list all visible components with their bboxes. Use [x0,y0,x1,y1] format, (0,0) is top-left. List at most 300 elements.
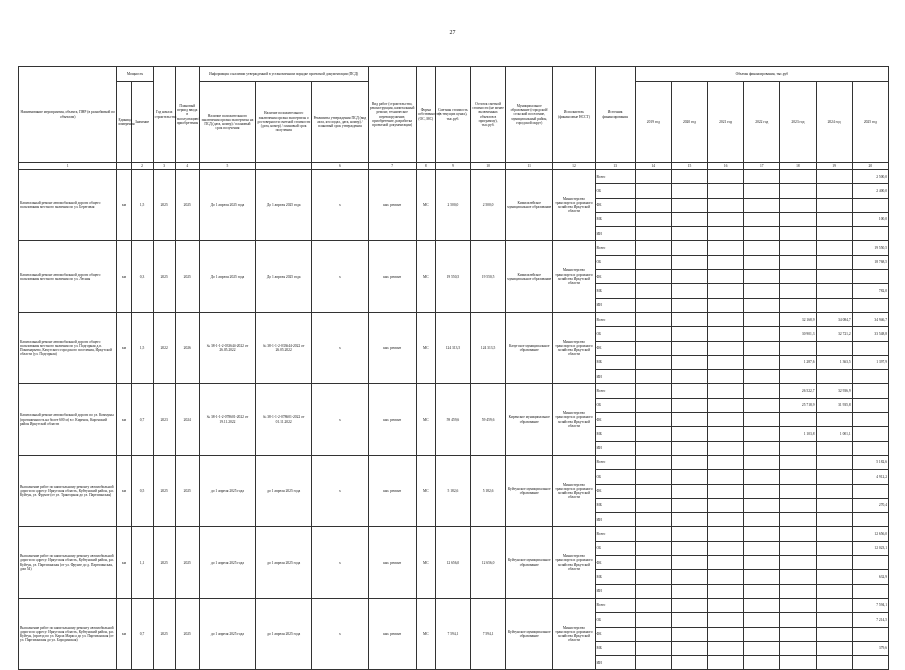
funding-source-cell: ОБ [595,255,635,269]
year-2022-cell [744,341,780,355]
year-2022-cell [744,241,780,255]
year-2021-cell [708,570,744,584]
year-2025-cell: 632,9 [852,570,888,584]
year-2019-cell [635,241,671,255]
year-2021-cell [708,212,744,226]
year-2022-cell [744,556,780,570]
year-2025-cell: 19 550,5 [852,241,888,255]
funding-source-cell: Всего [595,312,635,326]
end-year-cell: 2026 [175,312,199,383]
funding-source-cell: Всего [595,170,635,184]
year-2021-cell [708,241,744,255]
estimate-cell: № 38-1-1-2-078601-2022 от 01.11.2022 [256,384,312,455]
year-2020-cell [671,598,707,612]
funding-source-cell: ИИ [595,370,635,384]
estimated-cost-cell: 19 550,5 [435,241,470,312]
year-2019-cell [635,255,671,269]
funding-source-cell: Всего [595,384,635,398]
table-row [19,598,889,612]
approval-cell: х [312,384,368,455]
expertise-cell: До 1 апреля 2025 года [199,170,255,241]
year-2019-cell [635,627,671,641]
estimate-cell: До 1 апреля 2025 года [256,241,312,312]
table-row [19,527,889,541]
year-2020-cell [671,298,707,312]
column-number: 8 [416,163,435,170]
header-start-year: Год начала строительства [153,67,175,163]
year-2020-cell [671,641,707,655]
approval-cell: х [312,312,368,383]
year-2024-cell [816,441,852,455]
year-2023-cell [780,613,816,627]
funding-source-cell: ОБ [595,327,635,341]
year-2022-cell [744,470,780,484]
year-2020-cell [671,341,707,355]
year-2023-cell: 30 901,3 [780,327,816,341]
year-2022-cell [744,255,780,269]
year-2023-cell [780,570,816,584]
year-2021-cell [708,484,744,498]
year-2023-cell [780,270,816,284]
year-2024-cell [816,584,852,598]
year-2021-cell [708,584,744,598]
year-2020-cell [671,198,707,212]
year-2020-cell [671,327,707,341]
year-2022-cell [744,227,780,241]
year-2022-cell [744,298,780,312]
year-2024-cell [816,184,852,198]
unit-cell: км [117,170,131,241]
funding-source-cell: ИИ [595,656,635,670]
year-2023-cell [780,241,816,255]
year-2022-cell [744,270,780,284]
start-year-cell: 2022 [153,312,175,383]
remaining-cost-cell: 5 182,6 [471,455,506,526]
approval-cell: х [312,170,368,241]
program-table [18,66,889,670]
year-2019-cell [635,212,671,226]
start-year-cell: 2023 [153,384,175,455]
year-2024-cell [816,227,852,241]
funding-source-cell: ИИ [595,298,635,312]
year-2024-cell [816,255,852,269]
year-2019-cell [635,513,671,527]
year-2024-cell [816,298,852,312]
year-2022-cell [744,284,780,298]
year-2025-cell: 2 500,0 [852,170,888,184]
work-type-cell: кап. ремонт [368,241,416,312]
header-unit: Единица измерения [117,82,131,163]
year-2023-cell: 32 168,9 [780,312,816,326]
funding-source-cell: МБ [595,570,635,584]
executor-cell: Министерство транспорта и дорожного хозяйства Иркутской области [553,241,595,312]
funding-source-cell: ОБ [595,613,635,627]
year-2022-cell [744,527,780,541]
estimated-cost-cell: 2 500,0 [435,170,470,241]
unit-cell: км [117,527,131,598]
year-2022-cell [744,656,780,670]
column-number: 15 [671,163,707,170]
year-2019-cell [635,427,671,441]
year-2025-cell: 379,6 [852,641,888,655]
year-2025-cell [852,556,888,570]
ownership-cell: МС [416,241,435,312]
year-2023-cell [780,541,816,555]
year-2021-cell [708,170,744,184]
header-year: 2021 год [708,82,744,163]
estimated-cost-cell: 124 313,5 [435,312,470,383]
ownership-cell: МС [416,384,435,455]
year-2025-cell: 12 023,1 [852,541,888,555]
year-2024-cell [816,170,852,184]
year-2024-cell [816,556,852,570]
header-ownership: Форма собственности (ОС, МС) [416,67,435,163]
year-2020-cell [671,656,707,670]
year-2020-cell [671,470,707,484]
executor-cell: Министерство транспорта и дорожного хозяйства Иркутской области [553,598,595,669]
column-number: 14 [635,163,671,170]
year-2019-cell [635,341,671,355]
year-2023-cell [780,370,816,384]
work-type-cell: кап. ремонт [368,527,416,598]
year-2023-cell [780,484,816,498]
funding-source-cell: Всего [595,598,635,612]
value-cell: 0,5 [131,455,153,526]
year-2019-cell [635,370,671,384]
year-2020-cell [671,384,707,398]
funding-source-cell: МБ [595,284,635,298]
year-2021-cell [708,341,744,355]
funding-source-cell: МБ [595,212,635,226]
municipality-cell: Кимильтейское муниципальное образование [506,170,553,241]
value-cell: 0,7 [131,598,153,669]
column-number: 4 [175,163,199,170]
year-2023-cell [780,184,816,198]
object-name: Капитальный ремонт автомобильной дороги по ул. Коммуны (протяженность на более 600 м) в г. Киренск, Киренский район Иркутской области [19,384,117,455]
year-2025-cell [852,584,888,598]
year-2021-cell [708,384,744,398]
end-year-cell: 2025 [175,527,199,598]
year-2022-cell [744,170,780,184]
year-2025-cell [852,384,888,398]
funding-source-cell: ФБ [595,270,635,284]
year-2023-cell [780,498,816,512]
header-executor: Исполнитель (финансовые НССТ) [553,67,595,163]
year-2021-cell [708,355,744,369]
year-2019-cell [635,470,671,484]
municipality-cell: Киренское муниципальное образование [506,384,553,455]
value-cell: 1,1 [131,527,153,598]
ownership-cell: МС [416,312,435,383]
year-2019-cell [635,198,671,212]
year-2022-cell [744,184,780,198]
ownership-cell: МС [416,455,435,526]
table-row [19,241,889,255]
end-year-cell: 2025 [175,455,199,526]
header-expertise: Наличие положительного заключения органа экспертизы на ПСД (дата, номер) / плановый срок получения [199,82,255,163]
year-2020-cell [671,427,707,441]
column-number: 6 [312,163,368,170]
year-2021-cell [708,598,744,612]
estimated-cost-cell: 12 656,0 [435,527,470,598]
year-2022-cell [744,355,780,369]
approval-cell: х [312,241,368,312]
year-2019-cell [635,441,671,455]
column-number-row [19,163,889,170]
estimate-cell: до 1 апреля 2025 года [256,527,312,598]
funding-source-cell: ИИ [595,441,635,455]
work-type-cell: кап. ремонт [368,598,416,669]
expertise-cell: до 1 апреля 2025 года [199,598,255,669]
year-2021-cell [708,656,744,670]
year-2020-cell [671,284,707,298]
header-approval: Реквизиты утверждения ПСД (вид акта, кто издал, дата, номер) / плановый срок утверждения [312,82,368,163]
year-2021-cell [708,198,744,212]
value-cell: 1,5 [131,312,153,383]
year-2023-cell [780,598,816,612]
funding-source-cell: Всего [595,241,635,255]
header-name: Наименование мероприятия, объекта, ПНР (в разнобивкой по объектам) [19,67,117,163]
year-2020-cell [671,270,707,284]
header-funding: Объемы финансирования, тыс.руб [635,67,888,82]
year-2024-cell [816,270,852,284]
year-2025-cell [852,370,888,384]
header-capacity: Мощность [117,67,153,82]
year-2024-cell [816,212,852,226]
year-2023-cell: 26 522,7 [780,384,816,398]
remaining-cost-cell: 124 313,5 [471,312,506,383]
header-year: 2024 год [816,82,852,163]
year-2024-cell [816,413,852,427]
year-2019-cell [635,613,671,627]
column-number: 7 [368,163,416,170]
funding-source-cell: ФБ [595,627,635,641]
year-2019-cell [635,498,671,512]
object-name: Капитальный ремонт автомобильной дороги общего пользования местного значения по ул. Подгорная д.п. Понимарьево, Качугского городского поселения, Иркутской области (ул. Подгорная) [19,312,117,383]
remaining-cost-cell: 19 550,5 [471,241,506,312]
end-year-cell: 2024 [175,384,199,455]
year-2022-cell [744,198,780,212]
year-2019-cell [635,455,671,469]
end-year-cell: 2025 [175,170,199,241]
year-2022-cell [744,455,780,469]
unit-cell: км [117,455,131,526]
estimate-cell: № 38-1-1-2-033644-2022 от 26.05.2022 [256,312,312,383]
year-2023-cell [780,255,816,269]
executor-cell: Министерство транспорта и дорожного хозяйства Иркутской области [553,527,595,598]
start-year-cell: 2025 [153,170,175,241]
funding-source-cell: ИИ [595,513,635,527]
year-2023-cell [780,284,816,298]
funding-source-cell: ФБ [595,413,635,427]
column-number: 12 [553,163,595,170]
year-2025-cell [852,413,888,427]
end-year-cell: 2025 [175,598,199,669]
funding-source-cell: МБ [595,427,635,441]
start-year-cell: 2025 [153,241,175,312]
ownership-cell: МС [416,598,435,669]
year-2024-cell [816,484,852,498]
funding-source-cell: ОБ [595,541,635,555]
year-2024-cell [816,498,852,512]
year-2021-cell [708,613,744,627]
year-2025-cell: 270,4 [852,498,888,512]
year-2025-cell [852,298,888,312]
year-2023-cell [780,298,816,312]
value-cell: 1,5 [131,170,153,241]
year-2019-cell [635,527,671,541]
year-2019-cell [635,398,671,412]
year-2023-cell [780,170,816,184]
year-2023-cell [780,584,816,598]
funding-source-cell: Всего [595,527,635,541]
year-2022-cell [744,441,780,455]
year-2020-cell [671,498,707,512]
value-cell: 0,3 [131,241,153,312]
ownership-cell: МС [416,170,435,241]
year-2020-cell [671,627,707,641]
year-2025-cell [852,441,888,455]
header-remaining-cost: Остаток сметной стоимости (не менее включенных объектов в программу), тыс.руб. [471,67,506,163]
year-2021-cell [708,184,744,198]
year-2021-cell [708,498,744,512]
column-number: 20 [852,163,888,170]
year-2019-cell [635,384,671,398]
column-number: 11 [506,163,553,170]
year-2024-cell [816,513,852,527]
year-2023-cell: 1 287,6 [780,355,816,369]
year-2021-cell [708,298,744,312]
column-number: 13 [595,163,635,170]
year-2021-cell [708,327,744,341]
year-2024-cell [816,527,852,541]
year-2025-cell: 2 400,0 [852,184,888,198]
funding-source-cell: ИИ [595,227,635,241]
year-2020-cell [671,441,707,455]
executor-cell: Министерство транспорта и дорожного хозяйства Иркутской области [553,170,595,241]
year-2023-cell [780,513,816,527]
year-2024-cell: 34 084,7 [816,312,852,326]
year-2024-cell [816,470,852,484]
year-2020-cell [671,413,707,427]
year-2020-cell [671,398,707,412]
municipality-cell: Кимильтейское муниципальное образование [506,241,553,312]
header-work-type: Вид работ (строительство, реконструкция, капитальный ремонт, техническое перевооружение, приобретение, разработка проектной документации) [368,67,416,163]
year-2019-cell [635,184,671,198]
municipality-cell: Куйтунское муниципальное образование [506,455,553,526]
header-docs: Информация о наличии утвержденной в установленном порядке проектной документации (ПСД) [199,67,368,82]
year-2023-cell [780,198,816,212]
remaining-cost-cell: 59 459,6 [471,384,506,455]
year-2024-cell [816,541,852,555]
year-2019-cell [635,556,671,570]
year-2022-cell [744,584,780,598]
funding-source-cell: МБ [595,498,635,512]
header-year: 2019 год [635,82,671,163]
unit-cell: км [117,241,131,312]
remaining-cost-cell: 7 594,1 [471,598,506,669]
year-2023-cell [780,556,816,570]
executor-cell: Министерство транспорта и дорожного хозяйства Иркутской области [553,384,595,455]
funding-source-cell: ФБ [595,341,635,355]
header-year: 2020 год [671,82,707,163]
funding-source-cell: ОБ [595,184,635,198]
year-2022-cell [744,598,780,612]
estimated-cost-cell: 59 459,6 [435,384,470,455]
year-2021-cell [708,255,744,269]
year-2024-cell [816,570,852,584]
year-2024-cell [816,598,852,612]
year-2021-cell [708,413,744,427]
year-2025-cell: 100,0 [852,212,888,226]
year-2023-cell [780,656,816,670]
funding-source-cell: ФБ [595,484,635,498]
year-2020-cell [671,312,707,326]
funding-source-cell: МБ [595,641,635,655]
expertise-cell: № 38-1-1-2-078601-2022 от 19.11.2022 [199,384,255,455]
year-2022-cell [744,370,780,384]
municipality-cell: Куйтунское муниципальное образование [506,527,553,598]
year-2023-cell [780,341,816,355]
year-2024-cell [816,198,852,212]
year-2019-cell [635,327,671,341]
year-2019-cell [635,484,671,498]
year-2019-cell [635,298,671,312]
year-2021-cell [708,227,744,241]
year-2024-cell [816,613,852,627]
estimated-cost-cell: 5 182,6 [435,455,470,526]
unit-cell: км [117,312,131,383]
column-number: 10 [471,163,506,170]
year-2025-cell: 34 946,7 [852,312,888,326]
year-2022-cell [744,384,780,398]
year-2022-cell [744,513,780,527]
year-2021-cell [708,427,744,441]
approval-cell: х [312,455,368,526]
column-number: 18 [780,163,816,170]
ownership-cell: МС [416,527,435,598]
year-2021-cell [708,513,744,527]
value-cell: 0,7 [131,384,153,455]
remaining-cost-cell: 2 500,0 [471,170,506,241]
object-name: Капитальный ремонт автомобильной дороги общего пользования местного значения по ул. Береговая [19,170,117,241]
year-2021-cell [708,527,744,541]
year-2025-cell: 18 768,5 [852,255,888,269]
year-2025-cell: 33 548,8 [852,327,888,341]
work-type-cell: кап. ремонт [368,455,416,526]
year-2023-cell [780,441,816,455]
year-2024-cell [816,370,852,384]
year-2022-cell [744,627,780,641]
year-2022-cell [744,498,780,512]
header-end-year: Плановый период ввода в эксплуатацию/ приобретения [175,67,199,163]
estimate-cell: До 1 апреля 2025 года [256,170,312,241]
column-number [256,163,312,170]
year-2021-cell [708,556,744,570]
year-2021-cell [708,627,744,641]
year-2022-cell [744,398,780,412]
year-2021-cell [708,641,744,655]
year-2025-cell: 5 182,6 [852,455,888,469]
year-2025-cell [852,627,888,641]
year-2025-cell: 4 912,2 [852,470,888,484]
year-2024-cell [816,656,852,670]
funding-source-cell: ФБ [595,556,635,570]
expertise-cell: До 1 апреля 2025 года [199,241,255,312]
year-2019-cell [635,270,671,284]
table-row [19,384,889,398]
year-2023-cell [780,470,816,484]
